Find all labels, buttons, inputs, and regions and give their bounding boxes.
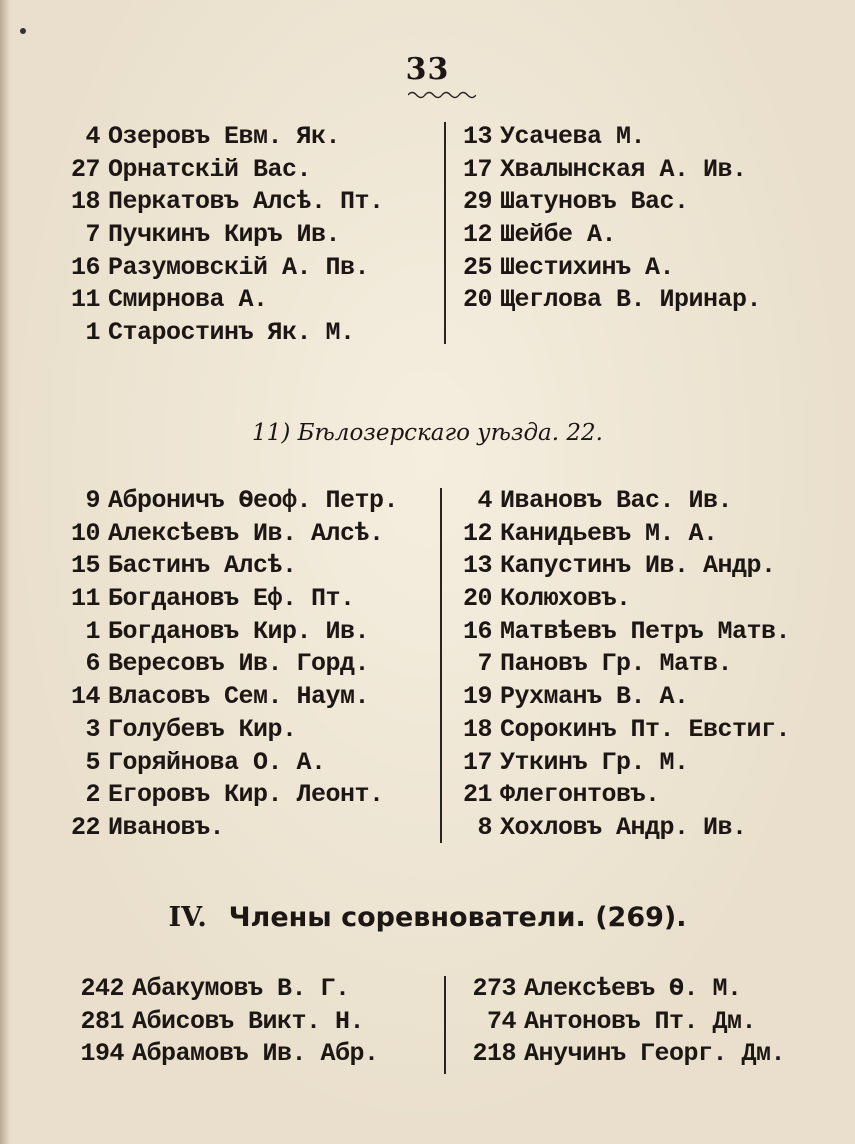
list-item: 19 Рухманъ В. А.: [462, 682, 689, 712]
list-item: 16 Матвѣевъ Петръ Матв.: [462, 616, 791, 646]
list-item: 17 Уткинъ Гр. М.: [462, 747, 689, 777]
list-item: 11 Смирнова А.: [70, 285, 268, 315]
list-item: 273 Алексѣевъ Ѳ. М.: [472, 974, 742, 1003]
list-item: 12 Канидьевъ М. А.: [462, 518, 718, 548]
list-item: 218 Анучинъ Георг. Дм.: [472, 1039, 786, 1069]
list-item: 18 Сорокинъ Пт. Евстиг.: [462, 714, 791, 744]
list-item: 29 Шатуновъ Вас.: [462, 187, 689, 217]
column-divider: [440, 488, 442, 843]
list-item: 21 Флегонтовъ.: [462, 780, 660, 810]
block1-right-column: [452, 121, 761, 317]
block1-left-column: [60, 121, 384, 350]
list-item: 5 Горяйнова О. А.: [85, 747, 326, 777]
column-divider: [444, 122, 446, 344]
list-item: 20 Колюховъ.: [462, 584, 631, 614]
list-item: 74 Антоновъ Пт. Дм.: [486, 1006, 757, 1036]
district-heading: 11) Бѣлозерскаго уѣзда. 22.: [252, 420, 603, 446]
list-item: 1 Старостинъ Як. М.: [85, 318, 355, 348]
list-item: 7 Пановъ Гр. Матв.: [477, 649, 733, 679]
column-divider: [444, 976, 446, 1074]
list-item: 27 Орнатскій Вас.: [70, 154, 312, 184]
list-item: 2 Егоровъ Кир. Леонт.: [85, 780, 384, 810]
block3-right-column: [460, 973, 785, 1071]
list-item: 16 Разумовскій А. Пв.: [70, 252, 370, 282]
list-item: 242 Абакумовъ В. Г.: [80, 974, 350, 1003]
list-item: 3 Голубевъ Кир.: [85, 714, 297, 744]
page-edge-shadow: [0, 0, 10, 1144]
wavy-ornament-icon: [408, 90, 476, 100]
list-item: 11 Богдановъ Еф. Пт.: [70, 584, 355, 614]
list-item: 22 Ивановъ.: [70, 812, 225, 842]
list-item: 12 Шейбе А.: [462, 220, 617, 250]
list-item: 9 Аброничъ Ѳеоф. Петр.: [85, 486, 399, 515]
list-item: 14 Власовъ Сем. Наум.: [70, 682, 370, 712]
list-item: 4 Озеровъ Евм. Як.: [85, 122, 341, 151]
list-item: 18 Перкатовъ Алсѣ. Пт.: [70, 187, 384, 217]
list-item: 13 Усачева М.: [462, 122, 646, 151]
page-number: 33: [405, 52, 450, 87]
block2-right-column: [452, 485, 790, 845]
list-item: 7 Пучкинъ Киръ Ив.: [85, 220, 341, 250]
list-item: 25 Шестихинъ А.: [462, 252, 675, 282]
section-title: Члены соревнователи. (269).: [228, 902, 687, 933]
block2-left-column: [60, 485, 398, 845]
list-item: 4 Ивановъ Вас. Ив.: [477, 486, 733, 515]
list-item: 8 Хохловъ Андр. Ив.: [477, 812, 747, 842]
ink-spot: [20, 28, 26, 34]
list-item: 1 Богдановъ Кир. Ив.: [85, 616, 370, 646]
list-item: 13 Капустинъ Ив. Андр.: [462, 551, 776, 581]
list-item: 20 Щеглова В. Иринар.: [462, 285, 762, 315]
list-item: 281 Абисовъ Викт. Н.: [80, 1006, 365, 1036]
block3-left-column: [68, 973, 379, 1071]
section-number: IV.: [168, 902, 207, 933]
list-item: 194 Абрамовъ Ив. Абр.: [80, 1039, 379, 1069]
list-item: 10 Алексѣевъ Ив. Алсѣ.: [70, 518, 384, 548]
list-item: 15 Бастинъ Алсѣ.: [70, 551, 297, 581]
list-item: 17 Хвалынская А. Ив.: [462, 154, 747, 184]
section-heading: [0, 902, 855, 933]
list-item: 6 Вересовъ Ив. Горд.: [85, 649, 370, 679]
